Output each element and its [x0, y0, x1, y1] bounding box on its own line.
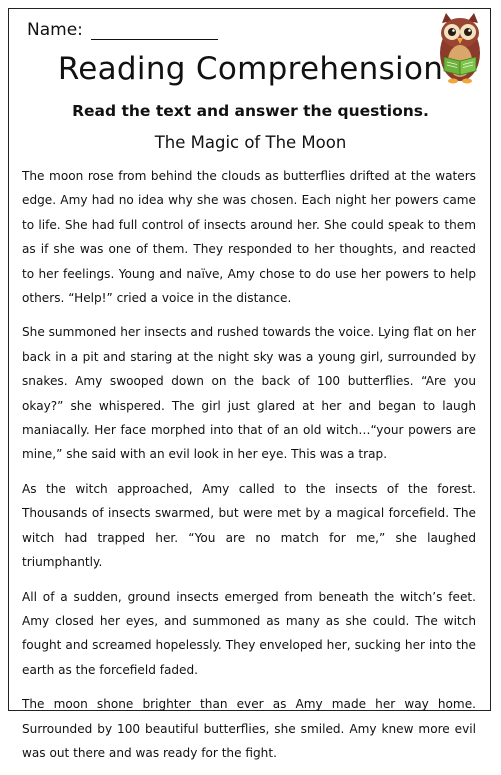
story-title: The Magic of The Moon: [154, 133, 347, 152]
story-body: [22, 164, 476, 775]
story-paragraph: She summoned her insects and rushed towards the voice. Lying flat on her back in a pit and staring at the night sky was a young girl, surrounded by snakes. Amy swooped down on the back of 100 butterflies. “Are you okay?” she whispered. The girl just glared at her and began to laugh maniacally. Her face morphed into that of an old witch…“your powers are mine,” she said with an evil look in her eye. This was a trap.: [22, 325, 476, 462]
name-field-row: [27, 20, 218, 40]
story-paragraph: The moon shone brighter than ever as Amy made her way home. Surrounded by 100 beautiful butterflies, she smiled. Amy knew more evil was out there and was ready for the fight.: [22, 697, 476, 760]
story-paragraph: All of a sudden, ground insects emerged from beneath the witch’s feet. Amy closed her eyes, and summoned as many as she could. The witch fought and screamed hopelessly. They enveloped her, sucking her into the earth as the forcefield faded.: [22, 589, 476, 677]
name-input-line[interactable]: [91, 23, 218, 40]
story-paragraph: The moon rose from behind the clouds as butterflies drifted at the waters edge. Amy had no idea why she was chosen. Each night her powers came to life. She had full control of insects around her. She could speak to them as if she was one of them. They responded to her thoughts, and reacted to her feelings. Young and naïve, Amy chose to do use her powers to help others. “Help!” cried a voice in the distance.: [22, 169, 476, 306]
story-paragraph: As the witch approached, Amy called to the insects of the forest. Thousands of insects swarmed, but were met by a magical forcefield. The witch had trapped her. “You are no match for me,” she laughed triumphantly.: [22, 481, 476, 570]
name-label: Name:: [27, 20, 83, 40]
page-title: Reading Comprehension: [57, 51, 444, 87]
instructions-text: Read the text and answer the questions.: [72, 102, 429, 120]
